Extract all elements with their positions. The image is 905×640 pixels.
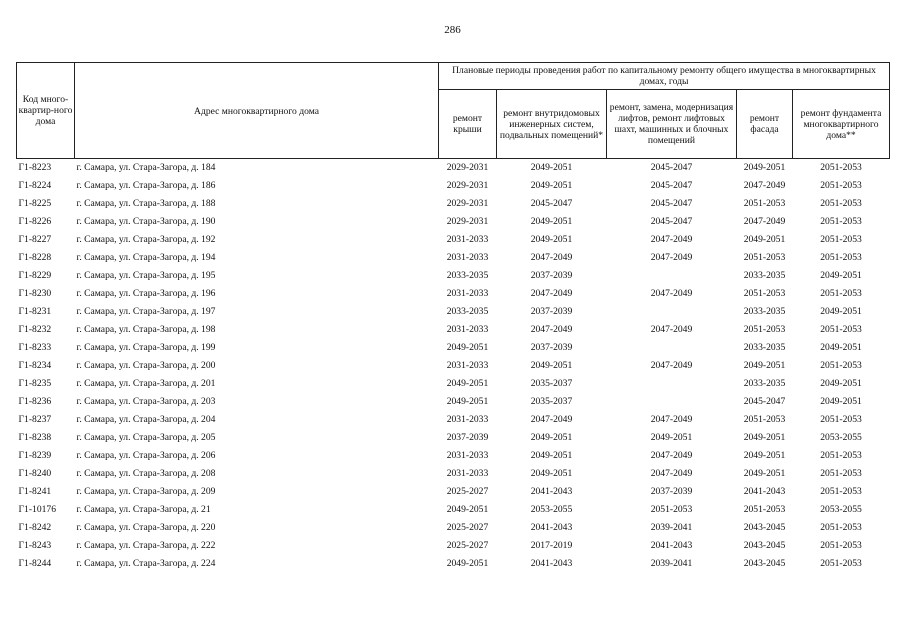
cell-foundation-period: 2051-2053 [820, 234, 862, 245]
table-row [17, 411, 890, 429]
cell-lifts-period [607, 303, 737, 321]
cell-roof-period: 2037-2039 [446, 432, 489, 443]
cell-code: Г1-8234 [18, 360, 52, 371]
cell-facade-period: 2051-2053 [743, 288, 786, 299]
cell-foundation-period: 2051-2053 [820, 486, 862, 497]
cell-systems-period: 2053-2055 [530, 504, 573, 515]
cell-foundation-period: 2053-2055 [820, 432, 862, 443]
cell-roof-period: 2031-2033 [446, 450, 489, 461]
cell-lifts-period [607, 393, 737, 411]
cell-address: г. Самара, ул. Стара-Загора, д. 205 [76, 432, 216, 443]
table-row [17, 231, 890, 249]
cell-systems-period: 2049-2051 [530, 450, 573, 461]
cell-systems-period: 2047-2049 [530, 288, 573, 299]
cell-facade-period: 2049-2051 [743, 162, 786, 173]
column-header-code: Код много-квартир-ного дома [17, 63, 75, 159]
cell-address: г. Самара, ул. Стара-Загора, д. 196 [76, 288, 216, 299]
table-row [17, 267, 890, 285]
table-row [17, 519, 890, 537]
cell-foundation-period: 2051-2053 [820, 558, 862, 569]
cell-foundation-period: 2051-2053 [820, 360, 862, 371]
cell-facade-period: 2033-2035 [743, 342, 786, 353]
cell-roof-period: 2033-2035 [446, 306, 489, 317]
cell-facade-period: 2043-2045 [743, 522, 786, 533]
cell-roof-period: 2031-2033 [446, 360, 489, 371]
cell-lifts-period: 2037-2039 [650, 486, 693, 497]
cell-facade-period: 2043-2045 [743, 558, 786, 569]
cell-address: г. Самара, ул. Стара-Загора, д. 195 [76, 270, 216, 281]
cell-lifts-period: 2045-2047 [650, 162, 693, 173]
cell-systems-period: 2049-2051 [530, 432, 573, 443]
cell-address: г. Самара, ул. Стара-Загора, д. 194 [76, 252, 216, 263]
table-row [17, 465, 890, 483]
cell-address: г. Самара, ул. Стара-Загора, д. 203 [76, 396, 216, 407]
cell-systems-period: 2035-2037 [530, 396, 573, 407]
table-row [17, 285, 890, 303]
cell-roof-period: 2025-2027 [446, 522, 489, 533]
cell-lifts-period: 2047-2049 [650, 450, 693, 461]
table-row [17, 159, 890, 178]
cell-address: г. Самара, ул. Стара-Загора, д. 204 [76, 414, 216, 425]
column-header-address: Адрес многоквартирного дома [75, 63, 439, 159]
cell-address: г. Самара, ул. Стара-Загора, д. 186 [76, 180, 216, 191]
cell-systems-period: 2049-2051 [530, 234, 573, 245]
cell-systems-period: 2049-2051 [530, 162, 573, 173]
cell-code: Г1-8223 [18, 162, 52, 173]
cell-code: Г1-8232 [18, 324, 52, 335]
table-row [17, 555, 890, 573]
table-row [17, 213, 890, 231]
cell-foundation-period: 2051-2053 [820, 468, 862, 479]
cell-lifts-period: 2045-2047 [650, 180, 693, 191]
column-header-internal-systems: ремонт внутридомовых инженерных систем, подвальных помещений* [497, 90, 607, 159]
table-row [17, 321, 890, 339]
column-header-lifts: ремонт, замена, модернизация лифтов, ремонт лифтовых шахт, машинных и блочных помещений [607, 90, 737, 159]
cell-lifts-period [607, 267, 737, 285]
cell-code: Г1-8242 [18, 522, 52, 533]
cell-lifts-period: 2047-2049 [650, 252, 693, 263]
cell-code: Г1-8243 [18, 540, 52, 551]
cell-address: г. Самара, ул. Стара-Загора, д. 192 [76, 234, 216, 245]
cell-facade-period: 2051-2053 [743, 324, 786, 335]
cell-foundation-period: 2049-2051 [820, 306, 862, 317]
cell-foundation-period: 2051-2053 [820, 216, 862, 227]
column-header-facade: ремонт фасада [737, 90, 793, 159]
cell-facade-period: 2051-2053 [743, 504, 786, 515]
cell-facade-period: 2033-2035 [743, 378, 786, 389]
cell-facade-period: 2049-2051 [743, 360, 786, 371]
cell-roof-period: 2049-2051 [446, 396, 489, 407]
cell-code: Г1-8233 [18, 342, 52, 353]
cell-lifts-period: 2041-2043 [650, 540, 693, 551]
table-row [17, 447, 890, 465]
cell-roof-period: 2025-2027 [446, 540, 489, 551]
cell-foundation-period: 2051-2053 [820, 450, 862, 461]
cell-roof-period: 2049-2051 [446, 342, 489, 353]
cell-facade-period: 2049-2051 [743, 450, 786, 461]
column-header-foundation: ремонт фундамента многоквартирного дома** [793, 90, 890, 159]
cell-systems-period: 2037-2039 [530, 342, 573, 353]
cell-address: г. Самара, ул. Стара-Загора, д. 200 [76, 360, 216, 371]
cell-code: Г1-8224 [18, 180, 52, 191]
cell-code: Г1-8238 [18, 432, 52, 443]
cell-facade-period: 2049-2051 [743, 234, 786, 245]
cell-roof-period: 2031-2033 [446, 234, 489, 245]
cell-code: Г1-8231 [18, 306, 52, 317]
cell-lifts-period: 2045-2047 [650, 198, 693, 209]
cell-code: Г1-8240 [18, 468, 52, 479]
cell-foundation-period: 2051-2053 [820, 324, 862, 335]
cell-systems-period: 2041-2043 [530, 522, 573, 533]
cell-address: г. Самара, ул. Стара-Загора, д. 220 [76, 522, 216, 533]
cell-roof-period: 2029-2031 [446, 180, 489, 191]
table-body [17, 159, 890, 574]
cell-address: г. Самара, ул. Стара-Загора, д. 224 [76, 558, 216, 569]
table-row [17, 303, 890, 321]
cell-code: Г1-8228 [18, 252, 52, 263]
cell-address: г. Самара, ул. Стара-Загора, д. 201 [76, 378, 216, 389]
table-row [17, 357, 890, 375]
cell-roof-period: 2029-2031 [446, 216, 489, 227]
cell-facade-period: 2049-2051 [743, 432, 786, 443]
cell-facade-period: 2033-2035 [743, 306, 786, 317]
cell-lifts-period [607, 339, 737, 357]
cell-systems-period: 2049-2051 [530, 360, 573, 371]
cell-systems-period: 2049-2051 [530, 216, 573, 227]
cell-roof-period: 2029-2031 [446, 162, 489, 173]
cell-lifts-period: 2047-2049 [650, 468, 693, 479]
cell-foundation-period: 2051-2053 [820, 162, 862, 173]
cell-address: г. Самара, ул. Стара-Загора, д. 197 [76, 306, 216, 317]
cell-lifts-period: 2047-2049 [650, 288, 693, 299]
cell-systems-period: 2037-2039 [530, 306, 573, 317]
cell-roof-period: 2033-2035 [446, 270, 489, 281]
table-row [17, 501, 890, 519]
cell-foundation-period: 2053-2055 [820, 504, 862, 515]
cell-foundation-period: 2051-2053 [820, 252, 862, 263]
cell-systems-period: 2047-2049 [530, 252, 573, 263]
cell-systems-period: 2047-2049 [530, 324, 573, 335]
cell-code: Г1-8230 [18, 288, 52, 299]
cell-lifts-period [607, 375, 737, 393]
table-row [17, 339, 890, 357]
cell-roof-period: 2031-2033 [446, 252, 489, 263]
cell-foundation-period: 2049-2051 [820, 270, 862, 281]
cell-roof-period: 2025-2027 [446, 486, 489, 497]
cell-code: Г1-8225 [18, 198, 52, 209]
cell-facade-period: 2041-2043 [743, 486, 786, 497]
cell-facade-period: 2047-2049 [743, 180, 786, 191]
cell-lifts-period: 2039-2041 [650, 558, 693, 569]
cell-code: Г1-8244 [18, 558, 52, 569]
cell-foundation-period: 2051-2053 [820, 198, 862, 209]
table-row [17, 375, 890, 393]
cell-facade-period: 2033-2035 [743, 270, 786, 281]
cell-foundation-period: 2051-2053 [820, 540, 862, 551]
cell-systems-period: 2047-2049 [530, 414, 573, 425]
cell-systems-period: 2041-2043 [530, 558, 573, 569]
cell-systems-period: 2045-2047 [530, 198, 573, 209]
cell-address: г. Самара, ул. Стара-Загора, д. 209 [76, 486, 216, 497]
cell-foundation-period: 2051-2053 [820, 414, 862, 425]
table-row [17, 177, 890, 195]
cell-roof-period: 2031-2033 [446, 468, 489, 479]
capital-repair-schedule-table [16, 62, 890, 573]
table-row [17, 429, 890, 447]
column-group-header-periods: Плановые периоды проведения работ по капитальному ремонту общего имущества в многоквартирных домах, годы [439, 63, 890, 90]
cell-lifts-period: 2039-2041 [650, 522, 693, 533]
cell-address: г. Самара, ул. Стара-Загора, д. 199 [76, 342, 216, 353]
cell-facade-period: 2049-2051 [743, 468, 786, 479]
table-row [17, 537, 890, 555]
table-header [17, 63, 890, 159]
cell-address: г. Самара, ул. Стара-Загора, д. 198 [76, 324, 216, 335]
cell-code: Г1-8236 [18, 396, 52, 407]
column-header-roof: ремонт крыши [439, 90, 497, 159]
cell-roof-period: 2031-2033 [446, 324, 489, 335]
cell-systems-period: 2035-2037 [530, 378, 573, 389]
cell-foundation-period: 2051-2053 [820, 288, 862, 299]
cell-facade-period: 2051-2053 [743, 414, 786, 425]
cell-roof-period: 2049-2051 [446, 558, 489, 569]
cell-code: Г1-8226 [18, 216, 52, 227]
cell-systems-period: 2041-2043 [530, 486, 573, 497]
cell-systems-period: 2017-2019 [530, 540, 573, 551]
cell-systems-period: 2037-2039 [530, 270, 573, 281]
cell-address: г. Самара, ул. Стара-Загора, д. 188 [76, 198, 216, 209]
table-row [17, 483, 890, 501]
cell-roof-period: 2049-2051 [446, 504, 489, 515]
cell-roof-period: 2049-2051 [446, 378, 489, 389]
cell-lifts-period: 2047-2049 [650, 414, 693, 425]
cell-roof-period: 2029-2031 [446, 198, 489, 209]
cell-foundation-period: 2049-2051 [820, 378, 862, 389]
table-row [17, 195, 890, 213]
page-number: 286 [444, 24, 461, 36]
cell-facade-period: 2051-2053 [743, 252, 786, 263]
cell-roof-period: 2031-2033 [446, 414, 489, 425]
cell-foundation-period: 2051-2053 [820, 522, 862, 533]
cell-lifts-period: 2045-2047 [650, 216, 693, 227]
cell-code: Г1-8237 [18, 414, 52, 425]
cell-address: г. Самара, ул. Стара-Загора, д. 184 [76, 162, 216, 173]
cell-roof-period: 2031-2033 [446, 288, 489, 299]
cell-address: г. Самара, ул. Стара-Загора, д. 21 [76, 504, 211, 515]
cell-lifts-period: 2051-2053 [650, 504, 693, 515]
cell-lifts-period: 2047-2049 [650, 234, 693, 245]
cell-facade-period: 2045-2047 [743, 396, 786, 407]
cell-lifts-period: 2047-2049 [650, 360, 693, 371]
cell-code: Г1-8241 [18, 486, 52, 497]
cell-code: Г1-8239 [18, 450, 52, 461]
cell-facade-period: 2047-2049 [743, 216, 786, 227]
cell-address: г. Самара, ул. Стара-Загора, д. 222 [76, 540, 216, 551]
cell-foundation-period: 2051-2053 [820, 180, 862, 191]
cell-address: г. Самара, ул. Стара-Загора, д. 206 [76, 450, 216, 461]
cell-facade-period: 2043-2045 [743, 540, 786, 551]
cell-code: Г1-10176 [18, 504, 57, 515]
table-row [17, 393, 890, 411]
cell-systems-period: 2049-2051 [530, 180, 573, 191]
cell-lifts-period: 2049-2051 [650, 432, 693, 443]
cell-foundation-period: 2049-2051 [820, 396, 862, 407]
cell-code: Г1-8227 [18, 234, 52, 245]
cell-code: Г1-8235 [18, 378, 52, 389]
cell-systems-period: 2049-2051 [530, 468, 573, 479]
cell-code: Г1-8229 [18, 270, 52, 281]
cell-foundation-period: 2049-2051 [820, 342, 862, 353]
cell-address: г. Самара, ул. Стара-Загора, д. 208 [76, 468, 216, 479]
cell-lifts-period: 2047-2049 [650, 324, 693, 335]
cell-facade-period: 2051-2053 [743, 198, 786, 209]
table-row [17, 249, 890, 267]
cell-address: г. Самара, ул. Стара-Загора, д. 190 [76, 216, 216, 227]
